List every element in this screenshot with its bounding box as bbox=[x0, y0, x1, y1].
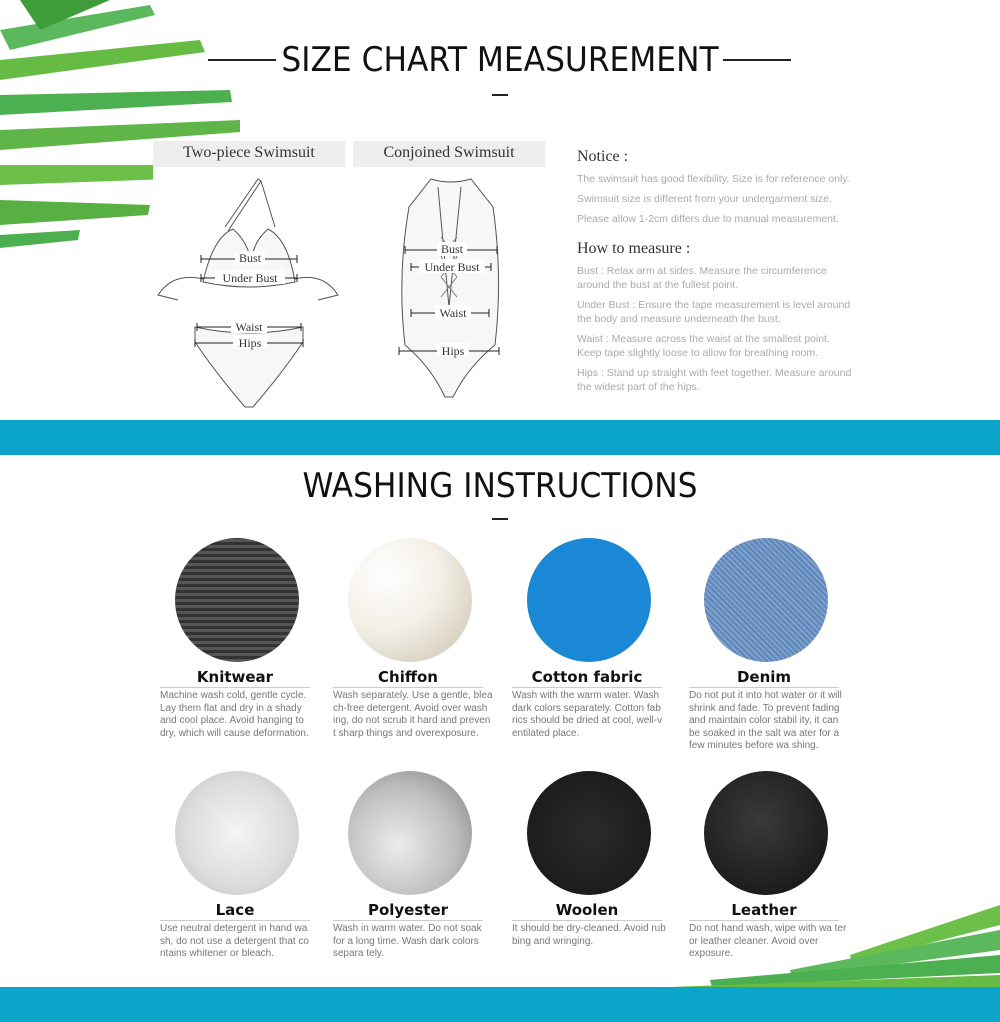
fabric-woolen bbox=[512, 771, 677, 948]
divider bbox=[512, 920, 662, 921]
fabric-cotton bbox=[512, 538, 677, 740]
two-piece-header: Two-piece Swimsuit bbox=[153, 141, 345, 167]
accent-band bbox=[0, 420, 1000, 455]
fabric-desc: Wash with the warm water. Wash dark colors separately. Cotton fab rics should be dried at cool, well-v entilated place. bbox=[512, 690, 663, 739]
measure-item: Bust : Relax arm at sides. Measure the circumference around the bust at the fullest point. bbox=[577, 265, 827, 291]
knitwear-swatch bbox=[175, 538, 299, 662]
measure-item: Waist : Measure across the waist at the smallest point. Keep tape slightly loose to allow for breathing room. bbox=[577, 333, 830, 359]
divider bbox=[160, 920, 310, 921]
polyester-swatch bbox=[348, 771, 472, 895]
woolen-swatch bbox=[527, 771, 651, 895]
notice-item: Please allow 1-2cm differs due to manual measurement. bbox=[577, 213, 839, 225]
fabric-name: Polyester bbox=[367, 901, 449, 919]
conjoined-header: Conjoined Swimsuit bbox=[353, 141, 545, 167]
fabric-desc: Machine wash cold, gentle cycle. Lay them flat and dry in a shady and cool place. Avoid hanging to dry, which will cause deformation. bbox=[160, 690, 309, 739]
fabric-name: Leather bbox=[731, 901, 797, 919]
fabric-name: Lace bbox=[215, 901, 255, 919]
accent-band bbox=[0, 987, 1000, 1022]
size-chart-title: SIZE CHART MEASUREMENT bbox=[281, 40, 719, 80]
fabric-name: Denim bbox=[736, 668, 792, 686]
fabric-desc: Use neutral detergent in hand wa sh, do not use a detergent that co ntains whitener or bleach. bbox=[160, 923, 309, 960]
chiffon-swatch bbox=[348, 538, 472, 662]
fabric-polyester bbox=[333, 771, 498, 961]
measure-heading: How to measure : bbox=[577, 240, 691, 257]
conjoined-panel bbox=[353, 141, 545, 408]
fabric-leather bbox=[689, 771, 854, 961]
bust-label: Bust bbox=[238, 251, 262, 265]
fabric-lace bbox=[160, 771, 325, 961]
fabric-desc: Wash separately. Use a gentle, blea ch-free detergent. Avoid over wash ing, do not scrub it hard and preven t sharp things and overexposure. bbox=[333, 690, 493, 739]
measure-item: Hips : Stand up straight with feet together. Measure around the widest part of the hips. bbox=[577, 367, 852, 393]
washing-title: WASHING INSTRUCTIONS bbox=[302, 466, 698, 506]
measure-notes bbox=[577, 148, 852, 400]
two-piece-diagram bbox=[153, 167, 345, 408]
notice-item: The swimsuit has good flexibility. Size is for reference only. bbox=[577, 173, 850, 185]
fabric-denim bbox=[689, 538, 854, 753]
fabric-desc: Wash in warm water. Do not soak for a long time. Wash dark colors separa tely. bbox=[333, 923, 482, 960]
fabric-knitwear bbox=[160, 538, 325, 740]
fabric-desc: Do not put it into hot water or it will shrink and fade. To prevent fading and maintain color stabil ity, it can be soaked in the salt wa ater for a few minutes before wa shing. bbox=[689, 690, 842, 752]
cotton-swatch bbox=[527, 538, 651, 662]
fabric-name: Cotton fabric bbox=[531, 668, 643, 686]
under-bust-label: Under Bust bbox=[222, 271, 278, 285]
divider bbox=[689, 920, 839, 921]
fabric-desc: It should be dry-cleaned. Avoid rub bing and wringing. bbox=[512, 923, 666, 947]
lace-swatch bbox=[175, 771, 299, 895]
fabric-name: Woolen bbox=[555, 901, 619, 919]
divider bbox=[160, 687, 310, 688]
hips-label: Hips bbox=[238, 336, 262, 350]
fabric-name: Chiffon bbox=[378, 668, 438, 686]
bust-label: Bust bbox=[440, 242, 464, 256]
fabric-name: Knitwear bbox=[196, 668, 274, 686]
measure-item: Under Bust : Ensure the tape measurement is level around the body and measure underneath the bust. bbox=[577, 299, 851, 325]
notice-heading: Notice : bbox=[577, 148, 629, 165]
two-piece-panel bbox=[153, 141, 345, 408]
leather-swatch bbox=[704, 771, 828, 895]
denim-swatch bbox=[704, 538, 828, 662]
divider bbox=[512, 687, 662, 688]
title-dash bbox=[492, 94, 508, 96]
waist-label: Waist bbox=[235, 320, 263, 334]
title-dash bbox=[492, 518, 508, 520]
notice-item: Swimsuit size is different from your undergarment size. bbox=[577, 193, 832, 205]
fabric-desc: Do not hand wash, wipe with wa ter or leather cleaner. Avoid over exposure. bbox=[689, 923, 847, 960]
divider bbox=[689, 687, 839, 688]
waist-label: Waist bbox=[439, 306, 467, 320]
conjoined-diagram bbox=[353, 167, 545, 408]
divider bbox=[333, 920, 483, 921]
title-rule-right bbox=[723, 59, 791, 61]
divider bbox=[333, 687, 483, 688]
under-bust-label: Under Bust bbox=[424, 260, 480, 274]
hips-label: Hips bbox=[441, 344, 465, 358]
fabric-chiffon bbox=[333, 538, 498, 740]
